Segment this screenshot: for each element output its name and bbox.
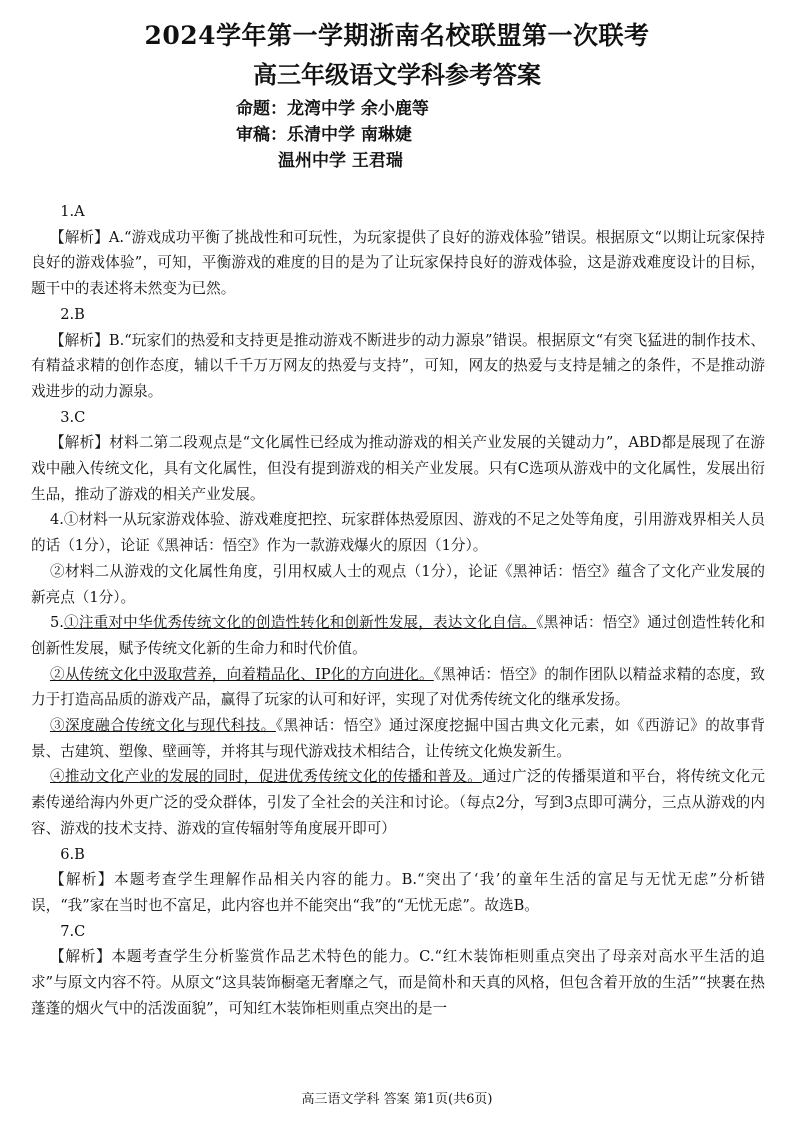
answer-5-point-2 xyxy=(31,662,765,713)
answer-5-point-2-key: ②从传统文化中汲取营养，向着精品化、IP化的方向进化。 xyxy=(49,665,434,683)
answer-5-point-1 xyxy=(31,610,765,661)
answer-4-point-2: ②材料二从游戏的文化属性角度，引用权威人士的观点（1分），论证《黑神话：悟空》蕴含了文化产业发展的新亮点（1分）。 xyxy=(31,562,765,606)
credit-setter: 命题：龙湾中学 余小鹿等 xyxy=(236,99,429,119)
answer-5-point-1-key: ①注重对中华优秀传统文化的创造性转化和创新性发展，表达文化自信。 xyxy=(63,614,537,632)
answer-5-point-2-detail: 《黑神话：悟空》的制作团队以精益求精的态度，致力于打造高品质的游戏产品，赢得了玩家的认可和好评，实现了对优秀传统文化的继承发扬。 xyxy=(31,665,765,709)
answer-5-point-3-detail: 《黑神话：悟空》通过深度挖掘中国古典文化元素，如《西游记》的故事背景、古建筑、塑像、壁画等，并将其与现代游戏技术相结合，让传统文化焕发新生。 xyxy=(31,717,765,760)
page-footer: 高三语文学科 答案 第1页(共6页) xyxy=(301,1092,493,1107)
credit-reviewer-2: 温州中学 王君瑞 xyxy=(278,151,403,171)
answer-5-point-3 xyxy=(31,713,765,764)
answer-3-label: 3.C xyxy=(60,408,86,426)
credits-block xyxy=(236,96,429,174)
answer-1-explanation: 【解析】A.“游戏成功平衡了挑战性和可玩性，为玩家提供了良好的游戏体验”错误。根据原文“以期让玩家保持良好的游戏体验”，可知，平衡游戏的难度的目的是为了让玩家保持良好的游戏体验，这是游戏难度设计的目标，题干中的表述将未然变为已然。 xyxy=(31,228,765,298)
answer-3-explanation: 【解析】材料二第二段观点是“文化属性已经成为推动游戏的相关产业发展的关键动力”，ABD都是展现了在游戏中融入传统文化，具有文化属性，但没有提到游戏的相关产业发展。只有C选项从游戏中的文化属性，发展出衍生品，推动了游戏的相关产业发展。 xyxy=(31,434,765,503)
answer-2-explanation: 【解析】B.“玩家们的热爱和支持更是推动游戏不断进步的动力源泉”错误。根据原文“有突飞猛进的制作技术、有精益求精的创作态度，辅以千千万万网友的热爱与支持”，可知，网友的热爱与支持是辅之的条件，不是推动游戏进步的动力源泉。 xyxy=(31,331,765,400)
answer-1-label: 1.A xyxy=(60,203,85,220)
answer-6-label: 6.B xyxy=(60,845,85,863)
answer-5-point-3-key: ③深度融合传统文化与现代科技。 xyxy=(49,717,276,735)
answer-5-point-4 xyxy=(31,764,765,841)
answer-5-point-4-detail: 通过广泛的传播渠道和平台，将传统文化元素传递给海内外更广泛的受众群体，引发了全社会的关注和讨论。（每点2分，写到3点即可满分，三点从游戏的内容、游戏的技术支持、游戏的宣传辐射等角度展开即可） xyxy=(31,768,765,837)
answer-body xyxy=(31,199,765,1022)
answer-2-label: 2.B xyxy=(60,305,85,323)
exam-title: 2024学年第一学期浙南名校联盟第一次联考 xyxy=(144,21,650,50)
answer-7-label: 7.C xyxy=(60,922,86,940)
answer-7-explanation: 【解析】本题考查学生分析鉴赏作品艺术特色的能力。C.“红木装饰柜则重点突出了母亲对高水平生活的追求”与原文内容不符。从原文“这具装饰橱毫无奢靡之气，而是简朴和天真的风格，但包含着开放的生活”“挟裹在热蓬蓬的烟火气中的活泼面貌”，可知红木装饰柜则重点突出的是一 xyxy=(31,948,765,1017)
credit-reviewer: 审稿：乐清中学 南琳婕 xyxy=(236,125,412,145)
answer-6-explanation: 【解析】本题考查学生理解作品相关内容的能力。B.“突出了‘我’的童年生活的富足与无忧无虑”分析错误，“我”家在当时也不富足，此内容也并不能突出“我”的“无忧无虑”。故选B。 xyxy=(31,871,765,914)
answer-5-point-4-key: ④推动文化产业的发展的同时，促进优秀传统文化的传播和普及。 xyxy=(49,768,483,786)
answer-5-point-1-detail: 《黑神话：悟空》通过创造性转化和创新性发展，赋予传统文化新的生命力和时代价值。 xyxy=(31,614,765,657)
answer-5-number: 5. xyxy=(49,614,64,632)
document-subtitle: 高三年级语文学科参考答案 xyxy=(253,60,541,89)
answer-4-point-1: 4.①材料一从玩家游戏体验、游戏难度把控、玩家群体热爱原因、游戏的不足之处等角度，引用游戏界相关人员的话（1分），论证《黑神话：悟空》作为一款游戏爆火的原因（1分）。 xyxy=(31,511,765,555)
